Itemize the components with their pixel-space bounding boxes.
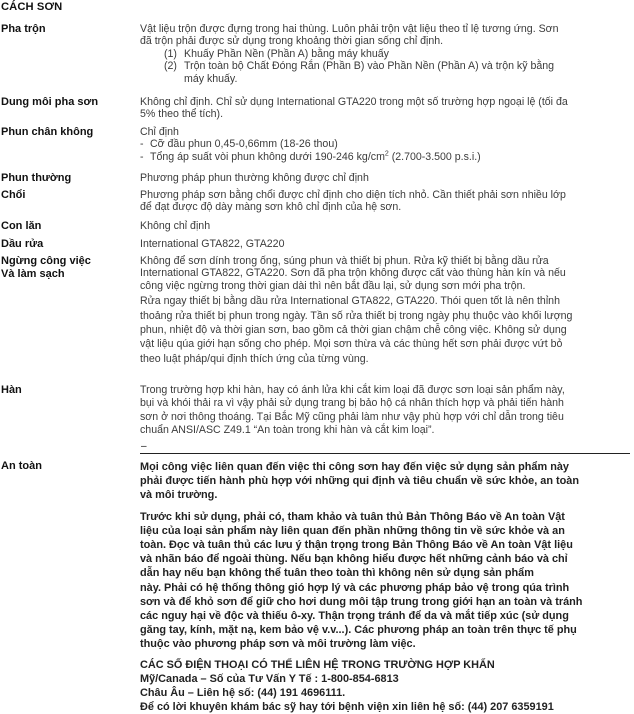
body-pha-tron bbox=[140, 23, 630, 85]
label-choi: Chổi bbox=[1, 189, 26, 201]
ngung-line-1: Không để sơn dính trong ống, súng phun và thiết bị phun. Rửa kỹ thiết bị bằng dầu rửa bbox=[140, 255, 549, 267]
ngung-line-8: theo luật pháp/qui định thích ứng của từng vùng. bbox=[140, 352, 369, 365]
ngung-line-3: công việc ngừng trong thời gian dài thì nên bắt đầu lại, sử dụng sơn mới pha trộn. bbox=[140, 279, 526, 292]
safety-p2-line-2: liệu của loại sản phẩm này liên quan đến phần những thông tin về sức khỏe và an bbox=[140, 524, 565, 537]
safety-p2-line-4: và nhãn báo để ngoài thùng. Nếu bạn không hiểu được hết những cảnh báo và chỉ bbox=[140, 553, 568, 566]
ngung-line-6: phun, nhiệt độ và thời gian sơn, bao gồm cả thời gian chậm chễ công việc. Không sử dụng bbox=[140, 324, 567, 337]
dung-moi-line-2: 5% theo thể tích). bbox=[140, 108, 224, 121]
label-phun-thuong: Phun thường bbox=[1, 172, 72, 184]
dung-moi-line-1: Không chỉ định. Chỉ sử dụng International GTA220 trong một số trường hợp ngoại lệ (tối đa bbox=[140, 96, 568, 108]
safety-p2-line-3: toàn. Đọc và tuân thủ các lưu ý thận trọng trong Bản Thông Báo về An toàn Vật liệu bbox=[140, 539, 573, 552]
body-dung-moi bbox=[140, 96, 630, 121]
nozzle-size-item: - Cỡ đầu phun 0,45-0,66mm (18-26 thou) bbox=[140, 138, 338, 151]
label-ngung-cong-viec bbox=[1, 255, 137, 280]
pha-tron-line-2: đã trộn phải được sử dụng trong khoảng thời gian sống chỉ định. bbox=[140, 35, 444, 48]
han-line-2: bụi và khói thải ra vì vậy phải sử dụng trang bị bảo hộ cá nhân thích hợp và phải tiến hành bbox=[140, 397, 564, 410]
choi-line-2: để đạt được độ dày màng sơn khô chỉ định của hệ sơn. bbox=[140, 201, 402, 214]
label-pha-tron: Pha trộn bbox=[1, 23, 46, 35]
pressure-item: - Tổng áp suất vòi phun không dưới 190-246 $kg/cm^2$ (2.700-3.500 p.s.i.) bbox=[140, 150, 481, 163]
emergency-us-canada: Mỹ/Canada – Số của Tư Vấn Y Tế : 1-800-854-6813 bbox=[140, 672, 399, 685]
emergency-heading: CÁC SỐ ĐIỆN THOẠI CÓ THỂ LIÊN HỆ TRONG TRƯỜNG HỢP KHẨN bbox=[140, 658, 495, 671]
safety-p1-line-1: Mọi công việc liên quan đến việc thi công sơn hay đến việc sử dụng sản phẩm này bbox=[140, 461, 569, 473]
emergency-contacts bbox=[140, 658, 630, 714]
mix-step-2-text: Trộn toàn bộ Chất Đóng Rắn (Phần B) vào Phần Nền (Phần A) và trộn kỹ bằng bbox=[184, 60, 555, 73]
body-an-toan bbox=[140, 460, 630, 714]
safety-p1-line-3: và môi trường. bbox=[140, 489, 218, 502]
label-han: Hàn bbox=[1, 384, 22, 396]
label-phun-chan-khong: Phun chân không bbox=[1, 126, 94, 138]
pha-tron-line-1: Vật liệu trộn được đựng trong hai thùng. Luôn phải trộn vật liệu theo tỉ lệ tương ứng. Sơn bbox=[140, 23, 559, 35]
mix-step-2-cont bbox=[140, 73, 630, 85]
body-con-lan: Không chỉ định bbox=[140, 220, 211, 232]
safety-p2-line-1: Trước khi sử dụng, phải có, tham khảo và tuân thủ Bản Thông Báo về An toàn Vật bbox=[140, 510, 565, 523]
body-dau-rua: International GTA822, GTA220 bbox=[140, 238, 285, 250]
body-han bbox=[140, 384, 630, 437]
mix-step-1 bbox=[140, 48, 630, 60]
safety-p2-line-7: sơn và để khỏ sơn để giữ cho hơi dung môi tập trung trong giới hạn an toàn và tránh bbox=[140, 595, 583, 608]
label-dau-rua: Dầu rửa bbox=[1, 238, 44, 250]
body-phun-thuong: Phương pháp phun thường không được chỉ định bbox=[140, 172, 369, 184]
choi-line-1: Phương pháp sơn bằng chổi được chỉ định cho diện tích nhỏ. Cần thiết phải sơn nhiều lớp bbox=[140, 189, 566, 201]
pressure-text: Tổng áp suất vòi phun không dưới 190-246 kg/cm bbox=[150, 150, 385, 163]
safety-p2-line-9: găng tay, kính, mặt nạ, kem bảo vệ v.v...). Các phương pháp an toàn trên thực tế phụ bbox=[140, 624, 577, 637]
mix-step-2 bbox=[140, 60, 630, 72]
safety-p2-line-10: thuộc vào phương pháp sơn và môi trường làm việc. bbox=[140, 638, 416, 651]
emergency-doctor: Để có lời khuyên khám bác sỹ hay tới bệnh viện xin liên hệ số: (44) 207 6359191 bbox=[140, 700, 554, 713]
ngung-line-2: International GTA822, GTA220. Sơn đã pha trộn không được cất vào thùng hàn kín và nếu bbox=[140, 267, 566, 280]
han-line-1: Trong trường hợp khi hàn, hay có ánh lửa khi cắt kim loại đã được sơn loại sản phẩm này, bbox=[140, 384, 565, 396]
label-dung-moi: Dung môi pha sơn bbox=[1, 96, 99, 108]
safety-p2-line-8: các nguy hại về độc và thiếu ô-xy. Thận trọng tránh để da và mắt tiếp xúc (sử dụng bbox=[140, 610, 569, 623]
mix-step-2-text-cont: máy khuấy. bbox=[184, 72, 238, 85]
ngung-line-7: vật liệu qúa giới hạn sống cho phép. Mọi sơn thừa và các thùng hết sơn phải được vứt bỏ bbox=[140, 338, 563, 351]
ngung-line-5: thoảng rửa thiết bị phun trong ngày. Tần số rửa thiết bị trong ngày phụ thuộc vào khối lượng bbox=[140, 309, 573, 322]
safety-p2-line-5: dẫn hay nếu bạn không thể tuân theo toàn thì không nên sử dụng sản phẩm bbox=[140, 567, 534, 580]
section-title: CÁCH SƠN bbox=[1, 1, 63, 13]
body-phun-chan-khong bbox=[140, 126, 630, 163]
pressure-superscript: 2 bbox=[384, 150, 389, 158]
body-choi bbox=[140, 189, 630, 214]
han-line-4: chuẩn ANSI/ASC Z49.1 “An toàn trong khi hàn và cắt kim loại”. bbox=[140, 423, 435, 436]
label-con-lan: Con lăn bbox=[1, 220, 42, 232]
phun-chan-khong-line-1: Chỉ định bbox=[140, 126, 179, 138]
emergency-europe: Châu Âu – Liên hệ số: (44) 191 4696111. bbox=[140, 686, 346, 699]
safety-p2-line-6: này. Phải có hệ thống thông gió hợp lý và các phương pháp bảo vệ trong qúa trình bbox=[140, 581, 570, 594]
pressure-psi: (2.700-3.500 p.s.i.) bbox=[388, 150, 481, 163]
safety-p1-line-2: phải được tiến hành phù hợp với những qui định và tiêu chuẩn về sức khỏe, an toàn bbox=[140, 475, 579, 488]
divider-dash: – bbox=[141, 441, 147, 452]
ngung-line-4: Rửa ngay thiết bị bằng dầu rửa International GTA822, GTA220. Thói quen tốt là nên thỉnh bbox=[140, 295, 560, 308]
label-ngung-cong-viec-line-2: Và làm sạch bbox=[1, 267, 65, 280]
safety-paragraph-2 bbox=[140, 510, 630, 652]
mix-step-2-number: (2) bbox=[164, 60, 177, 73]
han-line-3: sơn ở nơi thông thoáng. Tại Bắc Mỹ cũng phải làm như vậy phù hợp với chỉ dẫn trong tiêu bbox=[140, 410, 564, 423]
nozzle-size-text: Cỡ đầu phun 0,45-0,66mm (18-26 thou) bbox=[150, 138, 338, 151]
label-an-toan: An toàn bbox=[1, 460, 42, 472]
mix-step-1-text: Khuấy Phần Nền (Phần A) bằng máy khuấy bbox=[184, 47, 389, 60]
label-ngung-cong-viec-line-1: Ngừng công việc bbox=[1, 255, 91, 267]
safety-paragraph-1 bbox=[140, 460, 630, 503]
horizontal-divider bbox=[140, 453, 630, 454]
body-ngung-cong-viec bbox=[140, 255, 630, 365]
mix-step-1-number: (1) bbox=[164, 47, 177, 60]
